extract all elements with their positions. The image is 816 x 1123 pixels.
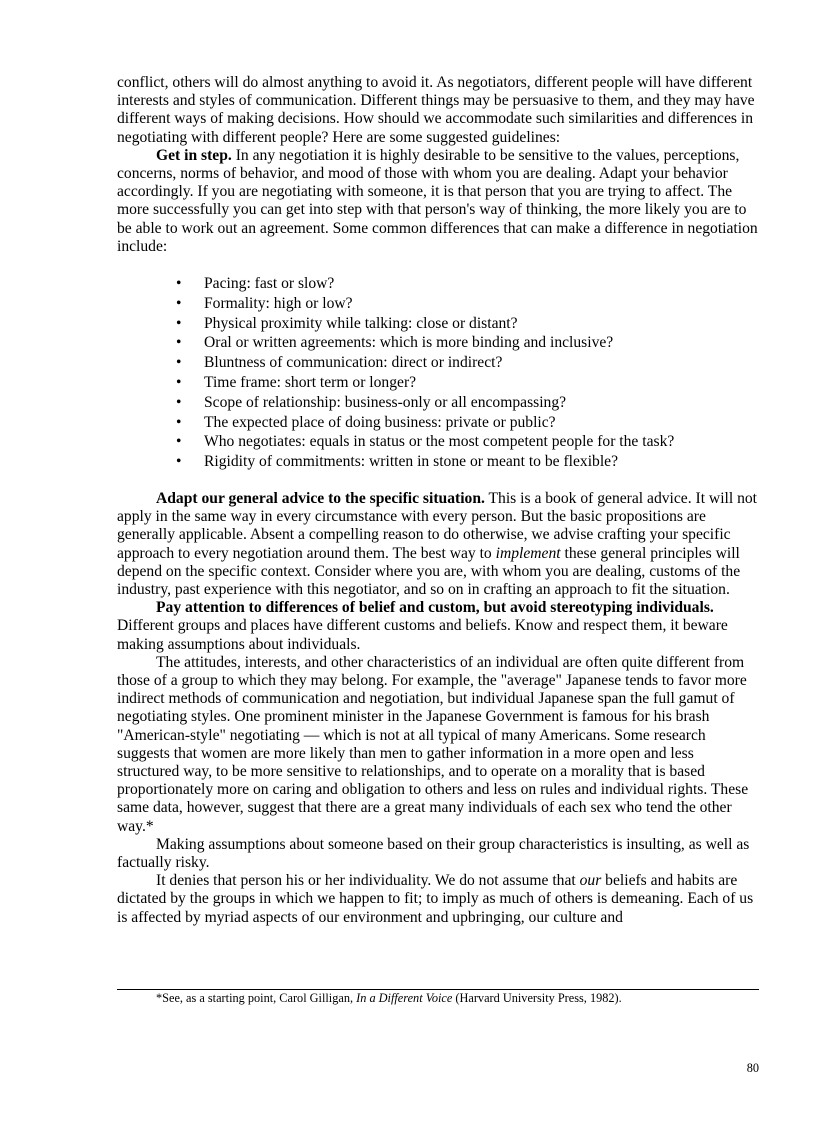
list-item-text: Bluntness of communication: direct or indirect? — [204, 354, 503, 372]
list-item — [176, 294, 759, 314]
bullet-icon: • — [176, 334, 182, 352]
paragraph-text: beliefs and habits are dictated by the groups in which we happen to fit; to imply as much of others is demeaning. Each of us is affected by myriad aspects of our environment and upbringing, our culture and — [117, 872, 754, 926]
list-item — [176, 333, 759, 353]
heading-adapt-advice: Adapt our general advice to the specific situation. — [156, 490, 485, 507]
bullet-icon: • — [176, 413, 182, 431]
paragraph-text: This is a book of general advice. It will not apply in the same way in every circumstance with every person. But the basic propositions are generally applicable. Absent a compelling reason to do otherwise, we advise crafting your specific approach to every negotiation around them. The best way to — [117, 490, 758, 562]
emphasis-text: our — [579, 872, 602, 890]
bullet-icon: • — [176, 294, 182, 312]
list-item — [176, 373, 759, 393]
list-item — [176, 393, 759, 413]
bullet-icon: • — [176, 374, 182, 392]
list-item — [176, 452, 759, 472]
footnote-divider — [117, 989, 759, 990]
spacer — [117, 472, 759, 490]
bullet-icon: • — [176, 314, 182, 332]
page-number: 80 — [746, 1061, 759, 1075]
list-item — [176, 314, 759, 334]
bullet-icon: • — [176, 275, 182, 293]
list-item-text: Who negotiates: equals in status or the most competent people for the task? — [204, 433, 675, 451]
footnote-book-title: In a Different Voice — [356, 991, 453, 1005]
list-item-text: Rigidity of commitments: written in stone or meant to be flexible? — [204, 453, 619, 471]
footnote-text: *See, as a starting point, Carol Gilligan, — [156, 991, 357, 1005]
bullet-icon: • — [176, 393, 182, 411]
list-item-text: Oral or written agreements: which is more binding and inclusive? — [204, 334, 614, 352]
paragraph-assumptions: Making assumptions about someone based on their group characteristics is insulting, as well as factually risky. — [117, 835, 750, 872]
heading-belief-custom: Pay attention to differences of belief and custom, but avoid stereotyping individuals. — [156, 599, 714, 617]
list-item-text: Pacing: fast or slow? — [204, 275, 335, 293]
paragraph-adapt-advice — [117, 490, 759, 599]
list-item-text: Formality: high or low? — [204, 294, 353, 312]
list-item — [176, 432, 759, 452]
list-item-text: Time frame: short term or longer? — [204, 374, 417, 392]
differences-list — [117, 274, 759, 472]
list-item-text: Physical proximity while talking: close or distant? — [204, 314, 518, 332]
paragraph-attitudes: The attitudes, interests, and other characteristics of an individual are often quite different from those of a group to which they may belong. For example, the "average" Japanese tends to favor more indirect methods of communication and negotiation, but individual Japanese span the full gamut of negotiating styles. One prominent minister in the Japanese Government is famous for his brash "American-style" negotiating — which is not at all typical of many Americans. Some research suggests that women are more likely than men to gather information in a more open and less structured way, to be more sensitive to relationships, and to operate on a morality that is based proportionately more on caring and obligation to others and less on rules and individual rights. These same data, however, suggest that there are a great many individuals of each sex who tend the other way.* — [117, 653, 749, 835]
list-item-text: Scope of relationship: business-only or all encompassing? — [204, 393, 567, 411]
list-item — [176, 274, 759, 294]
bullet-icon: • — [176, 453, 182, 471]
list-item — [176, 353, 759, 373]
paragraph-text: these general principles will depend on the specific context. Consider where you are, with whom you are dealing, customs of the industry, past experience with this negotiator, and so on in crafting an approach to fit the situation. — [117, 544, 741, 599]
paragraph-get-in-step — [117, 147, 759, 256]
paragraph-text: In any negotiation it is highly desirable to be sensitive to the values, perceptions, concerns, norms of behavior, and mood of those with whom you are dealing. Adapt your behavior accordingly. If you are negotiating with someone, it is that person that you are trying to affect. The more successfully you can get into step with that person's way of thinking, the more likely you are to be able to work out an agreement. Some common differences that can make a difference in negotiation include: — [117, 146, 758, 255]
paragraph-continuation: conflict, others will do almost anything to avoid it. As negotiators, different people will have different interests and styles of communication. Different things may be persuasive to them, and they may have different ways of making decisions. How should we accommodate such similarities and differences in negotiating with different people? Here are some suggested guidelines: — [117, 74, 755, 146]
spacer — [117, 256, 759, 274]
footnote — [156, 991, 756, 1005]
paragraph-text: It denies that person his or her individuality. We do not assume that — [156, 872, 580, 890]
page-body — [117, 74, 759, 927]
paragraph-individuality — [117, 872, 759, 927]
list-item-text: The expected place of doing business: private or public? — [204, 413, 556, 431]
paragraph-text: Different groups and places have different customs and beliefs. Know and respect them, it beware making assumptions about individuals. — [117, 617, 728, 653]
bullet-icon: • — [176, 433, 182, 451]
list-item — [176, 413, 759, 433]
emphasis-text: implement — [495, 544, 561, 562]
heading-get-in-step: Get in step. — [156, 146, 232, 164]
paragraph-belief-custom — [117, 599, 759, 654]
footnote-text: (Harvard University Press, 1982). — [452, 991, 622, 1005]
bullet-icon: • — [176, 354, 182, 372]
